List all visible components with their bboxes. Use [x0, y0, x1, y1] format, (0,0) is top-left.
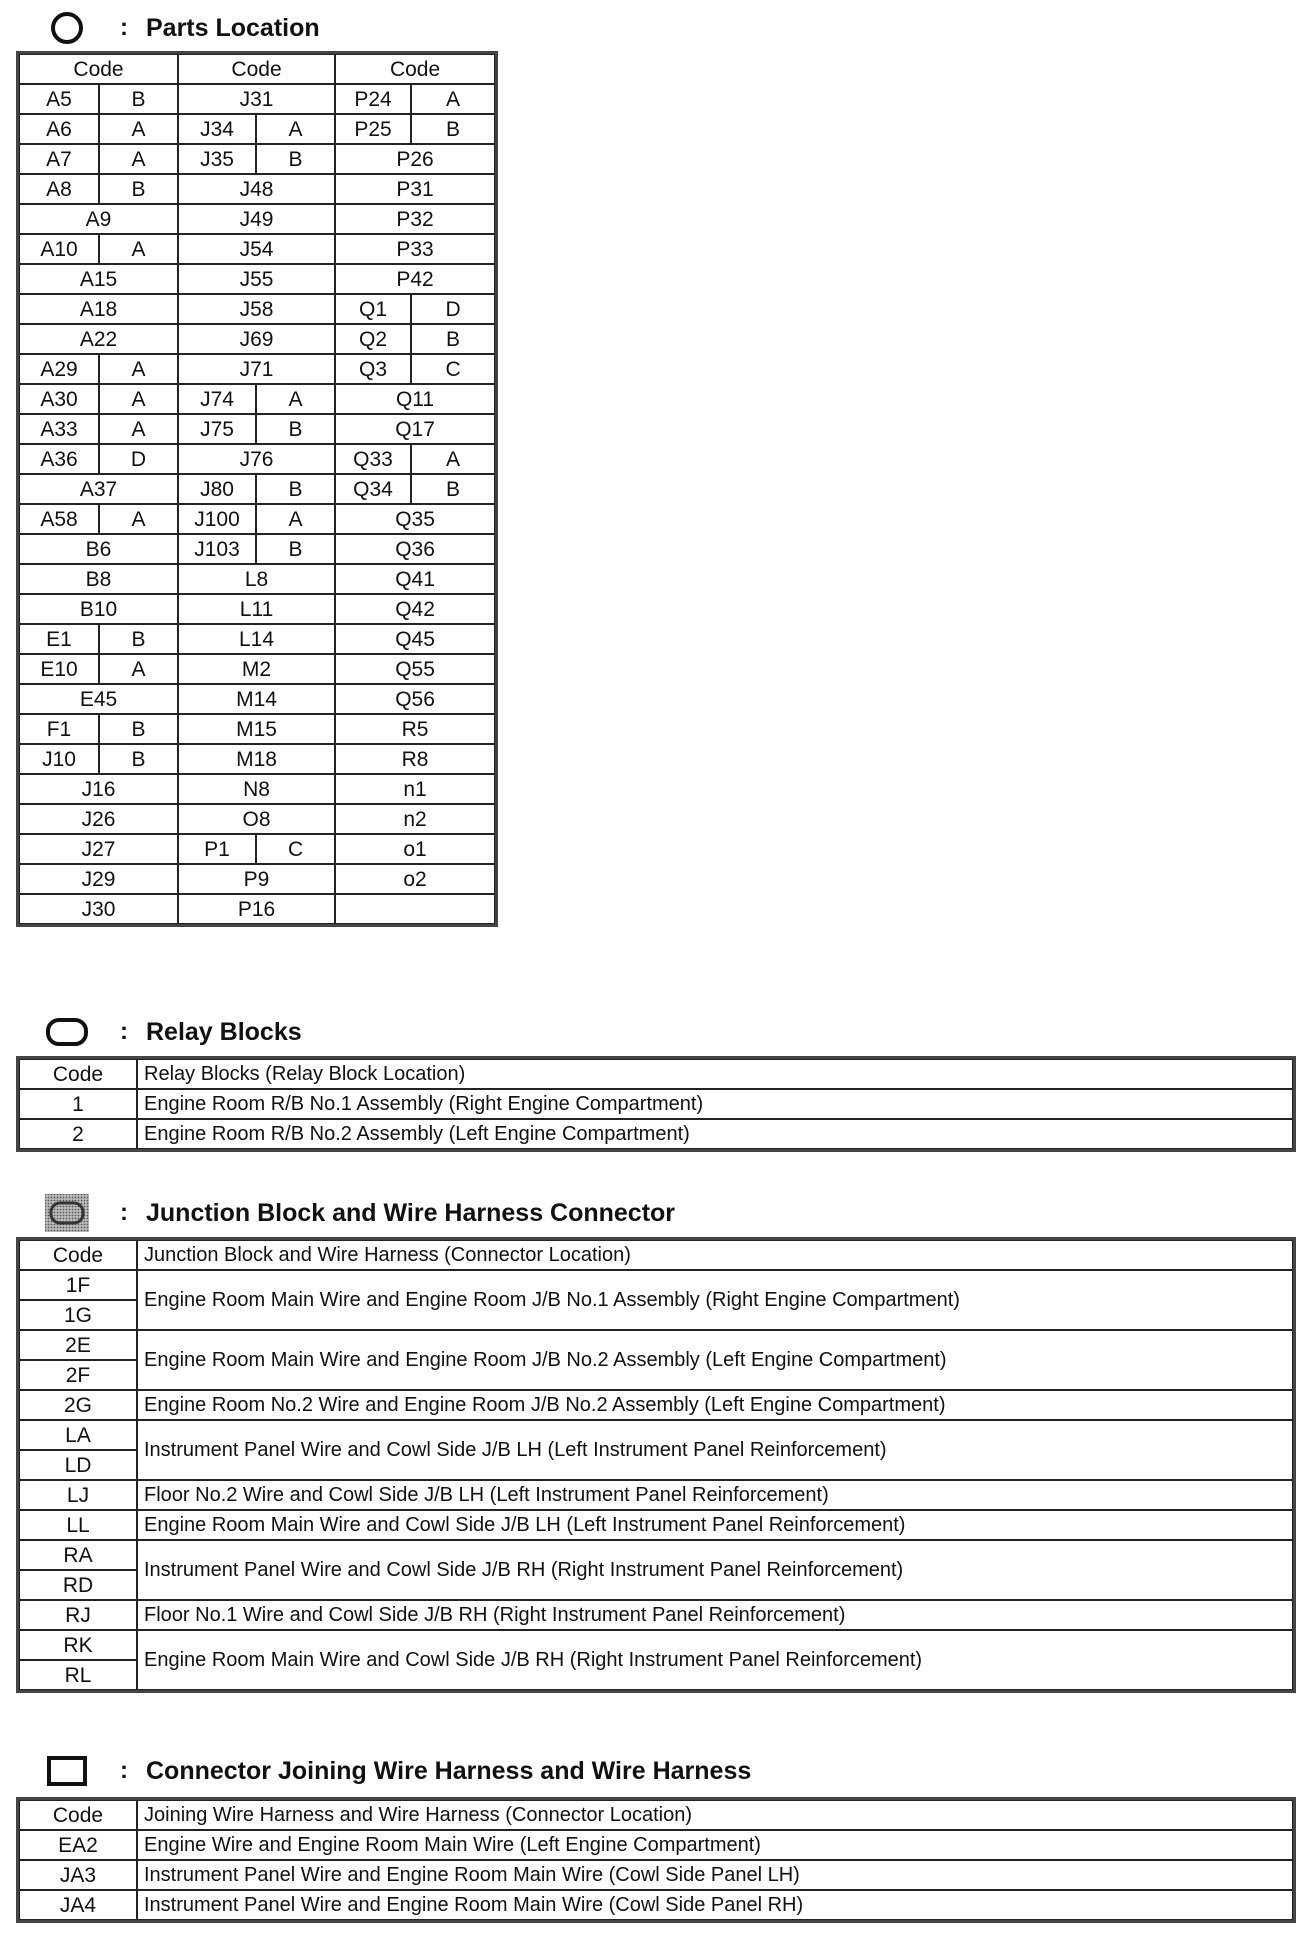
part-code-cell: A58: [19, 504, 99, 534]
part-code-cell: Q17: [335, 414, 495, 444]
part-location-cell: B: [256, 534, 335, 564]
section-title: Parts Location: [146, 13, 320, 42]
table-row: [19, 684, 495, 714]
part-code-cell: Q1: [335, 294, 411, 324]
column-header: Code: [19, 1800, 137, 1830]
part-code-cell: J29: [19, 864, 178, 894]
part-location-cell: B: [256, 474, 335, 504]
part-code-cell: A10: [19, 234, 99, 264]
part-code-cell: J80: [178, 474, 256, 504]
part-code-cell: A29: [19, 354, 99, 384]
code-cell: RA: [19, 1540, 137, 1570]
part-code-cell: J55: [178, 264, 335, 294]
part-code-cell: E10: [19, 654, 99, 684]
part-code-cell: J103: [178, 534, 256, 564]
table-row: [19, 564, 495, 594]
column-header: Junction Block and Wire Harness (Connector Location): [137, 1240, 1293, 1270]
part-location-cell: A: [99, 654, 178, 684]
description-cell: Instrument Panel Wire and Cowl Side J/B LH (Left Instrument Panel Reinforcement): [137, 1420, 1293, 1480]
part-location-cell: A: [256, 114, 335, 144]
part-location-cell: B: [411, 474, 495, 504]
junction-blocks-heading: [44, 1193, 675, 1233]
code-cell: RK: [19, 1630, 137, 1660]
part-code-cell: A18: [19, 294, 178, 324]
part-location-cell: B: [411, 324, 495, 354]
code-cell: 1: [19, 1089, 137, 1119]
table-row: [19, 294, 495, 324]
section-title: Relay Blocks: [146, 1017, 302, 1046]
table-row: [19, 1860, 1293, 1890]
part-code-cell: J35: [178, 144, 256, 174]
part-code-cell: J48: [178, 174, 335, 204]
part-location-cell: A: [99, 354, 178, 384]
part-location-cell: B: [411, 114, 495, 144]
table-row: [19, 804, 495, 834]
table-row: [19, 624, 495, 654]
column-header: Code: [335, 54, 495, 84]
connectors-heading: [44, 1751, 751, 1791]
part-location-cell: B: [99, 174, 178, 204]
part-code-cell: J26: [19, 804, 178, 834]
part-location-cell: A: [99, 114, 178, 144]
part-code-cell: J54: [178, 234, 335, 264]
description-cell: Instrument Panel Wire and Engine Room Main Wire (Cowl Side Panel LH): [137, 1860, 1293, 1890]
part-code-cell: J34: [178, 114, 256, 144]
part-code-cell: Q55: [335, 654, 495, 684]
table-row: [19, 384, 495, 414]
table-row: [19, 714, 495, 744]
table-row: [19, 834, 495, 864]
part-code-cell: Q33: [335, 444, 411, 474]
table-row: [19, 1540, 1293, 1570]
part-location-cell: A: [411, 84, 495, 114]
part-code-cell: A5: [19, 84, 99, 114]
heading-colon: :: [120, 1018, 128, 1045]
part-code-cell: Q42: [335, 594, 495, 624]
relay-blocks-table: [18, 1058, 1294, 1150]
part-code-cell: A22: [19, 324, 178, 354]
part-code-cell: A6: [19, 114, 99, 144]
connectors-table: [18, 1799, 1294, 1921]
description-cell: Engine Room Main Wire and Engine Room J/B No.1 Assembly (Right Engine Compartment): [137, 1270, 1293, 1330]
table-row: [19, 744, 495, 774]
part-code-cell: A33: [19, 414, 99, 444]
heading-colon: :: [120, 1199, 128, 1226]
part-location-cell: A: [256, 384, 335, 414]
description-cell: Floor No.1 Wire and Cowl Side J/B RH (Right Instrument Panel Reinforcement): [137, 1600, 1293, 1630]
table-row: [19, 114, 495, 144]
relay-blocks-heading: [44, 1012, 302, 1052]
parts-location-table: [18, 53, 496, 925]
part-code-cell: P26: [335, 144, 495, 174]
part-location-cell: C: [411, 354, 495, 384]
part-code-cell: J76: [178, 444, 335, 474]
part-code-cell: Q34: [335, 474, 411, 504]
table-row: [19, 894, 495, 924]
part-code-cell: P33: [335, 234, 495, 264]
description-cell: Floor No.2 Wire and Cowl Side J/B LH (Left Instrument Panel Reinforcement): [137, 1480, 1293, 1510]
part-code-cell: Q36: [335, 534, 495, 564]
table-row: [19, 1510, 1293, 1540]
part-code-cell: Q11: [335, 384, 495, 414]
part-code-cell: O8: [178, 804, 335, 834]
table-row: [19, 504, 495, 534]
heading-colon: :: [120, 14, 128, 41]
table-header-row: [19, 1240, 1293, 1270]
part-code-cell: Q45: [335, 624, 495, 654]
junction-blocks-table: [18, 1239, 1294, 1691]
description-cell: Engine Room R/B No.1 Assembly (Right Engine Compartment): [137, 1089, 1293, 1119]
table-row: [19, 1119, 1293, 1149]
code-cell: LD: [19, 1450, 137, 1480]
code-cell: 1F: [19, 1270, 137, 1300]
part-code-cell: J27: [19, 834, 178, 864]
column-header: Code: [178, 54, 335, 84]
table-row: [19, 1890, 1293, 1920]
part-code-cell: N8: [178, 774, 335, 804]
table-row: [19, 354, 495, 384]
table-row: [19, 1390, 1293, 1420]
table-row: [19, 1420, 1293, 1450]
code-cell: 2: [19, 1119, 137, 1149]
table-row: [19, 1830, 1293, 1860]
part-code-cell: Q35: [335, 504, 495, 534]
part-code-cell: A9: [19, 204, 178, 234]
code-cell: 1G: [19, 1300, 137, 1330]
description-cell: Engine Room No.2 Wire and Engine Room J/B No.2 Assembly (Left Engine Compartment): [137, 1390, 1293, 1420]
code-cell: LL: [19, 1510, 137, 1540]
part-code-cell: F1: [19, 714, 99, 744]
part-code-cell: [335, 894, 495, 924]
part-code-cell: J10: [19, 744, 99, 774]
part-code-cell: A8: [19, 174, 99, 204]
part-code-cell: M18: [178, 744, 335, 774]
part-code-cell: E1: [19, 624, 99, 654]
table-row: [19, 204, 495, 234]
part-code-cell: n2: [335, 804, 495, 834]
table-row: [19, 1330, 1293, 1360]
part-code-cell: Q2: [335, 324, 411, 354]
part-code-cell: R5: [335, 714, 495, 744]
code-cell: RD: [19, 1570, 137, 1600]
part-code-cell: o1: [335, 834, 495, 864]
description-cell: Engine Room Main Wire and Cowl Side J/B LH (Left Instrument Panel Reinforcement): [137, 1510, 1293, 1540]
table-row: [19, 324, 495, 354]
table-row: [19, 654, 495, 684]
table-header-row: [19, 1059, 1293, 1089]
section-title: Connector Joining Wire Harness and Wire Harness: [146, 1756, 752, 1785]
column-header: Joining Wire Harness and Wire Harness (Connector Location): [137, 1800, 1293, 1830]
part-code-cell: Q56: [335, 684, 495, 714]
part-code-cell: B8: [19, 564, 178, 594]
part-code-cell: P25: [335, 114, 411, 144]
part-code-cell: M15: [178, 714, 335, 744]
part-location-cell: A: [99, 414, 178, 444]
part-location-cell: C: [256, 834, 335, 864]
part-code-cell: P42: [335, 264, 495, 294]
table-row: [19, 264, 495, 294]
part-location-cell: D: [99, 444, 178, 474]
code-cell: 2E: [19, 1330, 137, 1360]
part-code-cell: P9: [178, 864, 335, 894]
table-row: [19, 474, 495, 504]
part-code-cell: J74: [178, 384, 256, 414]
code-cell: LA: [19, 1420, 137, 1450]
part-code-cell: L14: [178, 624, 335, 654]
table-row: [19, 84, 495, 114]
part-location-cell: A: [99, 384, 178, 414]
part-code-cell: A15: [19, 264, 178, 294]
part-location-cell: A: [99, 504, 178, 534]
code-cell: JA3: [19, 1860, 137, 1890]
column-header: Code: [19, 1059, 137, 1089]
part-code-cell: B6: [19, 534, 178, 564]
part-location-cell: B: [99, 84, 178, 114]
part-location-cell: B: [99, 714, 178, 744]
part-code-cell: M2: [178, 654, 335, 684]
table-row: [19, 1600, 1293, 1630]
part-code-cell: o2: [335, 864, 495, 894]
part-code-cell: A36: [19, 444, 99, 474]
part-code-cell: J31: [178, 84, 335, 114]
code-cell: RJ: [19, 1600, 137, 1630]
table-row: [19, 774, 495, 804]
part-code-cell: J49: [178, 204, 335, 234]
part-location-cell: A: [99, 234, 178, 264]
part-code-cell: P24: [335, 84, 411, 114]
part-code-cell: J58: [178, 294, 335, 324]
part-code-cell: L11: [178, 594, 335, 624]
description-cell: Engine Room Main Wire and Engine Room J/B No.2 Assembly (Left Engine Compartment): [137, 1330, 1293, 1390]
code-cell: 2F: [19, 1360, 137, 1390]
part-code-cell: Q41: [335, 564, 495, 594]
part-code-cell: P1: [178, 834, 256, 864]
code-cell: RL: [19, 1660, 137, 1690]
description-cell: Engine Wire and Engine Room Main Wire (Left Engine Compartment): [137, 1830, 1293, 1860]
square-outline-icon: [44, 1751, 90, 1791]
part-code-cell: P16: [178, 894, 335, 924]
part-code-cell: A37: [19, 474, 178, 504]
part-code-cell: J75: [178, 414, 256, 444]
circle-outline-icon: [44, 8, 90, 48]
table-row: [19, 534, 495, 564]
table-header-row: [19, 54, 495, 84]
table-row: [19, 1630, 1293, 1660]
part-location-cell: B: [99, 744, 178, 774]
heading-colon: :: [120, 1757, 128, 1784]
part-code-cell: J71: [178, 354, 335, 384]
part-code-cell: E45: [19, 684, 178, 714]
part-location-cell: B: [256, 144, 335, 174]
part-location-cell: A: [256, 504, 335, 534]
part-location-cell: A: [99, 144, 178, 174]
table-row: [19, 444, 495, 474]
part-code-cell: R8: [335, 744, 495, 774]
part-code-cell: A30: [19, 384, 99, 414]
part-code-cell: J100: [178, 504, 256, 534]
part-location-cell: D: [411, 294, 495, 324]
description-cell: Engine Room R/B No.2 Assembly (Left Engine Compartment): [137, 1119, 1293, 1149]
description-cell: Instrument Panel Wire and Engine Room Main Wire (Cowl Side Panel RH): [137, 1890, 1293, 1920]
part-code-cell: L8: [178, 564, 335, 594]
table-row: [19, 174, 495, 204]
table-row: [19, 1089, 1293, 1119]
description-cell: Engine Room Main Wire and Cowl Side J/B RH (Right Instrument Panel Reinforcement): [137, 1630, 1293, 1690]
part-code-cell: M14: [178, 684, 335, 714]
part-code-cell: Q3: [335, 354, 411, 384]
table-row: [19, 1480, 1293, 1510]
column-header: Code: [19, 1240, 137, 1270]
section-title: Junction Block and Wire Harness Connector: [146, 1198, 676, 1227]
table-row: [19, 144, 495, 174]
table-row: [19, 234, 495, 264]
part-location-cell: B: [256, 414, 335, 444]
part-code-cell: A7: [19, 144, 99, 174]
table-row: [19, 594, 495, 624]
part-code-cell: J69: [178, 324, 335, 354]
part-location-cell: A: [411, 444, 495, 474]
table-row: [19, 1270, 1293, 1300]
code-cell: EA2: [19, 1830, 137, 1860]
part-code-cell: P31: [335, 174, 495, 204]
part-code-cell: P32: [335, 204, 495, 234]
code-cell: JA4: [19, 1890, 137, 1920]
part-location-cell: B: [99, 624, 178, 654]
column-header: Relay Blocks (Relay Block Location): [137, 1059, 1293, 1089]
part-code-cell: B10: [19, 594, 178, 624]
table-row: [19, 864, 495, 894]
table-header-row: [19, 1800, 1293, 1830]
description-cell: Instrument Panel Wire and Cowl Side J/B RH (Right Instrument Panel Reinforcement): [137, 1540, 1293, 1600]
code-cell: 2G: [19, 1390, 137, 1420]
part-code-cell: J30: [19, 894, 178, 924]
code-cell: LJ: [19, 1480, 137, 1510]
part-code-cell: J16: [19, 774, 178, 804]
parts-location-heading: [44, 8, 320, 48]
column-header: Code: [19, 54, 178, 84]
table-row: [19, 414, 495, 444]
rounded-rectangle-outline-icon: [44, 1012, 90, 1052]
shaded-rounded-rectangle-icon: [44, 1193, 90, 1233]
part-code-cell: n1: [335, 774, 495, 804]
